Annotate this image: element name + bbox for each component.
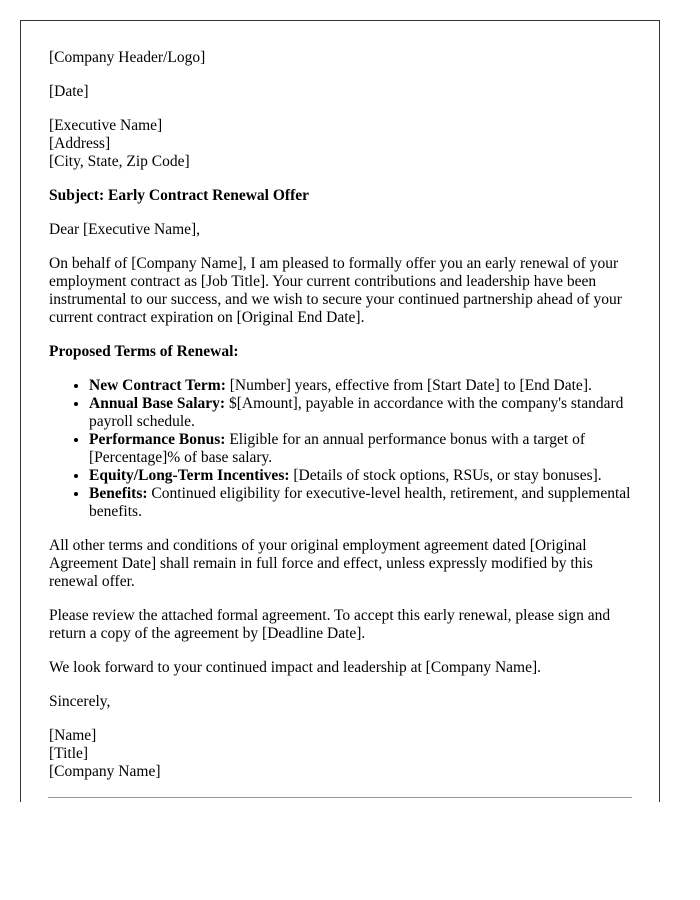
term-item — [89, 485, 639, 521]
term-text: [Details of stock options, RSUs, or stay bonuses]. — [289, 467, 602, 484]
recipient-address: [Address] — [49, 135, 111, 152]
recipient-name: [Executive Name] — [49, 117, 163, 134]
term-text: Eligible for an annual performance bonus with a target of [Percentage]% of base salary. — [89, 431, 586, 466]
recipient-block — [49, 117, 639, 171]
letter-date: [Date] — [49, 83, 89, 100]
term-label: Performance Bonus: — [89, 431, 226, 448]
term-text: $[Amount], payable in accordance with the company's standard payroll schedule. — [89, 395, 624, 430]
terms-list — [49, 377, 639, 521]
salutation: Dear [Executive Name], — [49, 221, 201, 238]
recipient-city-state-zip: [City, State, Zip Code] — [49, 153, 190, 170]
intro-paragraph: On behalf of [Company Name], I am pleased to formally offer you an early renewal of your employment contract as [Job Title]. Your current contributions and leadership have been instrumental to our success, and we wish to secure your continued partnership ahead of your current contract expiration on [Original End Date]. — [49, 255, 622, 326]
term-item — [89, 395, 639, 431]
term-text: Continued eligibility for executive-level health, retirement, and supplemental benefits. — [89, 485, 631, 520]
signature-block — [49, 727, 639, 781]
company-header: [Company Header/Logo] — [49, 49, 206, 66]
footer-divider — [48, 797, 632, 798]
signature-title: [Title] — [49, 745, 89, 762]
terms-heading: Proposed Terms of Renewal: — [49, 343, 239, 360]
term-item — [89, 431, 639, 467]
term-label: Benefits: — [89, 485, 148, 502]
closing: Sincerely, — [49, 693, 111, 710]
other-terms-paragraph: All other terms and conditions of your original employment agreement dated [Original Agreement Date] shall remain in full force and effect, unless expressly modified by this renewal offer. — [49, 537, 593, 590]
term-label: Equity/Long-Term Incentives: — [89, 467, 290, 484]
term-label: New Contract Term: — [89, 377, 226, 394]
term-item — [89, 467, 639, 485]
letter-content — [49, 49, 639, 797]
signature-company: [Company Name] — [49, 763, 161, 780]
term-text: [Number] years, effective from [Start Date] to [End Date]. — [225, 377, 592, 394]
signature-name: [Name] — [49, 727, 97, 744]
letter-page — [20, 20, 660, 802]
term-item — [89, 377, 639, 395]
review-paragraph: Please review the attached formal agreement. To accept this early renewal, please sign and return a copy of the agreement by [Deadline Date]. — [49, 607, 611, 642]
subject-line: Subject: Early Contract Renewal Offer — [49, 187, 309, 204]
closing-remark: We look forward to your continued impact and leadership at [Company Name]. — [49, 659, 542, 676]
term-label: Annual Base Salary: — [89, 395, 226, 412]
